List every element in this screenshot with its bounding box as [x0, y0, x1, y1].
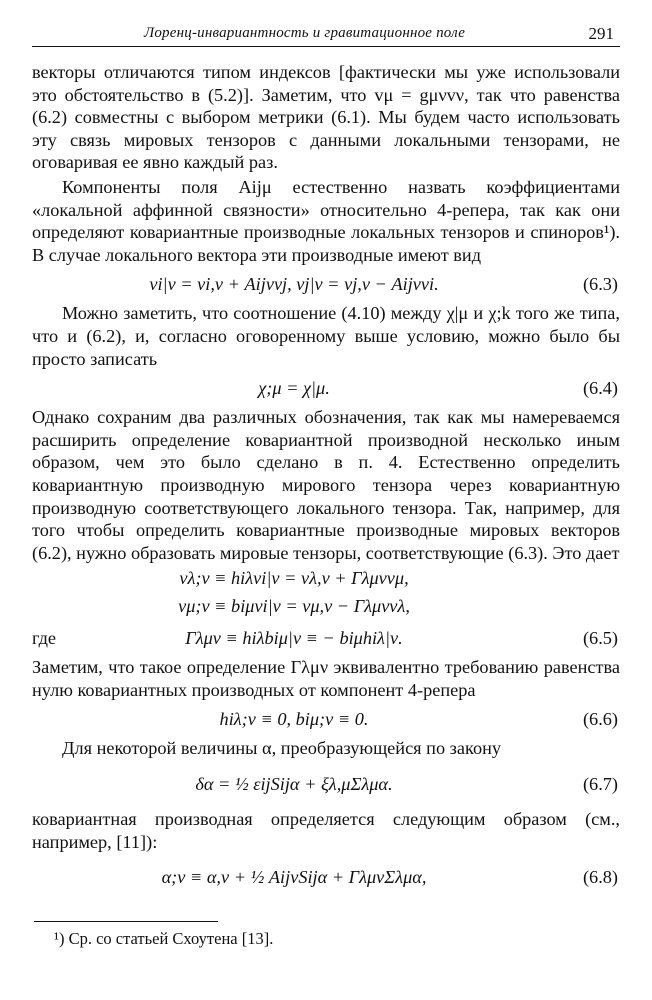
- paragraph-2: Компоненты поля Aijμ естественно назвать коэффициентами «локальной аффинной связности» относительно 4-репера, так как они определяют ковариантные производные локальных тензоров и спиноров¹). В случае локального вектора эти производные имеют вид: [32, 176, 620, 265]
- footnote-divider: [34, 921, 218, 922]
- equation-number: (6.8): [582, 867, 618, 888]
- equation-formula: χ;μ = χ|μ.: [258, 378, 330, 399]
- equation-system-line-1: [32, 566, 620, 592]
- paragraph-1: векторы отличаются типом индексов [фактически мы уже использовали это обстоятельство в (5.2)]. Заметим, что vμ = gμνvν, так что равенства (6.2) совместны с выбором метрики (6.1). Мы будем часто использовать эту связь мировых тензоров с данными локальными тензорами, не оговаривая ее явно каждый раз.: [32, 62, 620, 173]
- equation-number: (6.5): [582, 628, 618, 649]
- page-number: 291: [588, 24, 614, 43]
- running-title: Лоренц-инвариантность и гравитационное поле: [144, 25, 466, 41]
- paragraph-7: ковариантная производная определяется следующим образом (см., например, [11]):: [32, 809, 620, 852]
- equation-6-4: [32, 372, 620, 404]
- equation-6-7: [32, 762, 620, 806]
- paragraph-6: Для некоторой величины α, преобразующейся по закону: [62, 738, 502, 759]
- equation-number: (6.6): [582, 709, 618, 730]
- equation-6-6: [32, 703, 620, 735]
- page-body: [32, 61, 620, 951]
- paragraph-4: Однако сохраним два различных обозначения, так как мы намереваемся расширить определение ковариантной производной несколько иным образом, чем это было сделано в п. 4. Естественно определить ковариантную производную мирового тензора через ковариантную производную соответствующего локального тензора. Так, например, для того чтобы определить ковариантные производные мировых векторов (6.2), нужно образовать мировые тензоры, соответствующие (6.3). Это дает: [32, 407, 620, 563]
- equation-formula: hiλ;ν ≡ 0, biμ;ν ≡ 0.: [219, 709, 369, 730]
- equation-formula: α;ν ≡ α,ν + ½ AijνSijα + ΓλμνΣλμα,: [161, 867, 427, 888]
- footnote: ¹) Ср. со статьей Схоутена [13].: [54, 929, 274, 949]
- word-where: где: [32, 628, 57, 649]
- equation-number: (6.4): [582, 378, 618, 399]
- equation-6-5: [32, 622, 620, 654]
- equation-number: (6.3): [582, 274, 618, 295]
- equation-formula: δα = ½ εijSijα + ξλ,μΣλμα.: [195, 774, 393, 795]
- book-page: [32, 22, 620, 951]
- equation-6-8: [32, 855, 620, 899]
- equation-number: (6.7): [582, 774, 618, 795]
- equation-formula: Γλμν ≡ hiλbiμ|ν ≡ − biμhiλ|ν.: [185, 628, 403, 649]
- page-header: [32, 22, 620, 47]
- paragraph-5: Заметим, что такое определение Γλμν эквивалентно требованию равенства нулю ковариантных производных от компонент 4-репера: [32, 657, 620, 700]
- paragraph-3: Можно заметить, что соотношение (4.10) между χ|μ и χ;k того же типа, что и (6.2), и, согласно оговоренному выше условию, можно было бы просто записать: [32, 303, 620, 369]
- equation-formula: vλ;ν ≡ hiλvi|ν = vλ,ν + Γλμνvμ,: [179, 568, 409, 589]
- equation-system-line-2: [32, 594, 620, 620]
- equation-formula: vi|ν = vi,ν + Aijνvj, vj|ν = vj,ν − Aijνvi.: [149, 274, 439, 295]
- equation-6-3: [32, 268, 620, 300]
- equation-formula: vμ;ν ≡ biμvi|ν = vμ,ν − Γλμνvλ,: [178, 596, 410, 617]
